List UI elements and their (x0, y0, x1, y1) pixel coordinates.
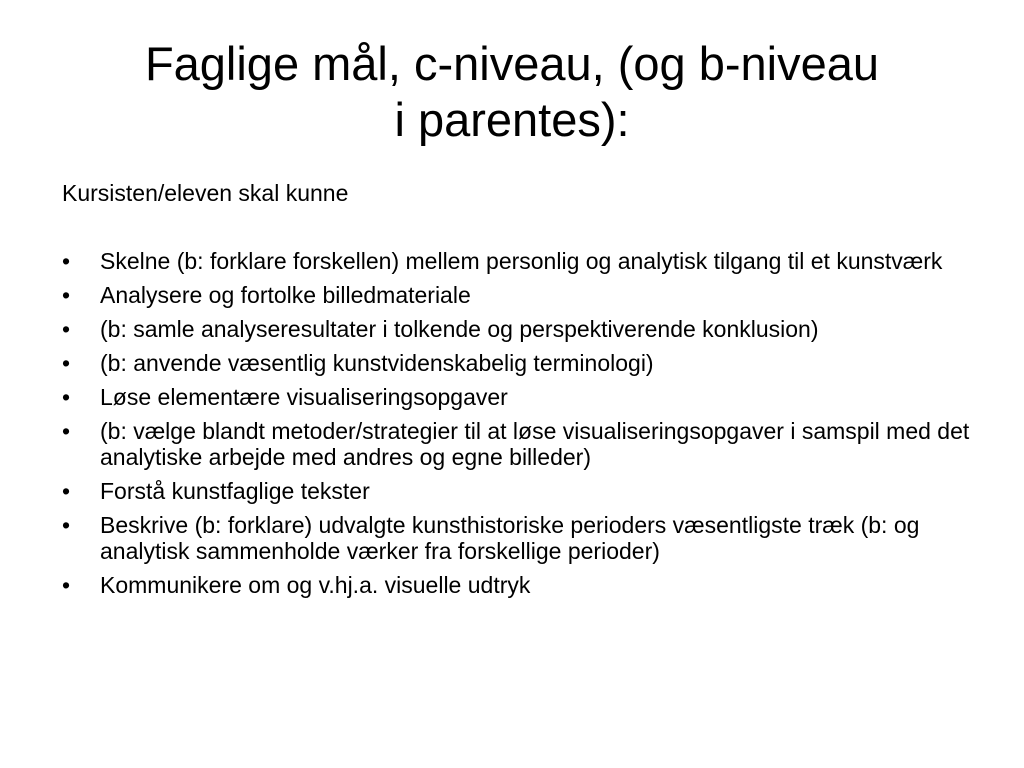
bullet-icon: • (62, 418, 71, 444)
list-item (62, 572, 982, 598)
list-item (62, 282, 982, 308)
list-item (62, 418, 982, 470)
list-item (62, 350, 982, 376)
list-item-text: Analysere og fortolke billedmateriale (100, 282, 471, 308)
list-item (62, 512, 982, 564)
bullet-icon: • (62, 512, 71, 538)
slide-title-line-2: i parentes): (394, 93, 630, 146)
bullet-list (62, 248, 982, 598)
list-item-text: (b: samle analyseresultater i tolkende og perspektiverende konklusion) (100, 316, 819, 342)
bullet-icon: • (62, 572, 71, 598)
list-item-text: (b: anvende væsentlig kunstvidenskabelig terminologi) (100, 350, 654, 376)
intro-text: Kursisten/eleven skal kunne (62, 180, 349, 206)
slide-body (62, 180, 982, 606)
bullet-icon: • (62, 478, 71, 504)
bullet-icon: • (62, 316, 71, 342)
list-item (62, 316, 982, 342)
list-item-text: Forstå kunstfaglige tekster (100, 478, 370, 504)
list-item (62, 384, 982, 410)
slide-title-line-1: Faglige mål, c-niveau, (og b-niveau (144, 37, 880, 90)
list-item (62, 248, 982, 274)
list-item-text: Kommunikere om og v.hj.a. visuelle udtryk (100, 572, 531, 598)
bullet-icon: • (62, 248, 71, 274)
bullet-icon: • (62, 282, 71, 308)
list-item-text: Beskrive (b: forklare) udvalgte kunsthistoriske perioders væsentligste træk (b: og analytisk sammenholde værker fra forskellige perioder) (100, 512, 920, 564)
list-item-text: Skelne (b: forklare forskellen) mellem personlig og analytisk tilgang til et kunstværk (100, 248, 943, 274)
list-item (62, 478, 982, 504)
bullet-icon: • (62, 350, 71, 376)
list-item-text: (b: vælge blandt metoder/strategier til at løse visualiseringsopgaver i samspil med det analytiske arbejde med andres og egne billeder) (100, 418, 970, 470)
bullet-icon: • (62, 384, 71, 410)
list-item-text: Løse elementære visualiseringsopgaver (100, 384, 508, 410)
slide-title (40, 36, 984, 148)
